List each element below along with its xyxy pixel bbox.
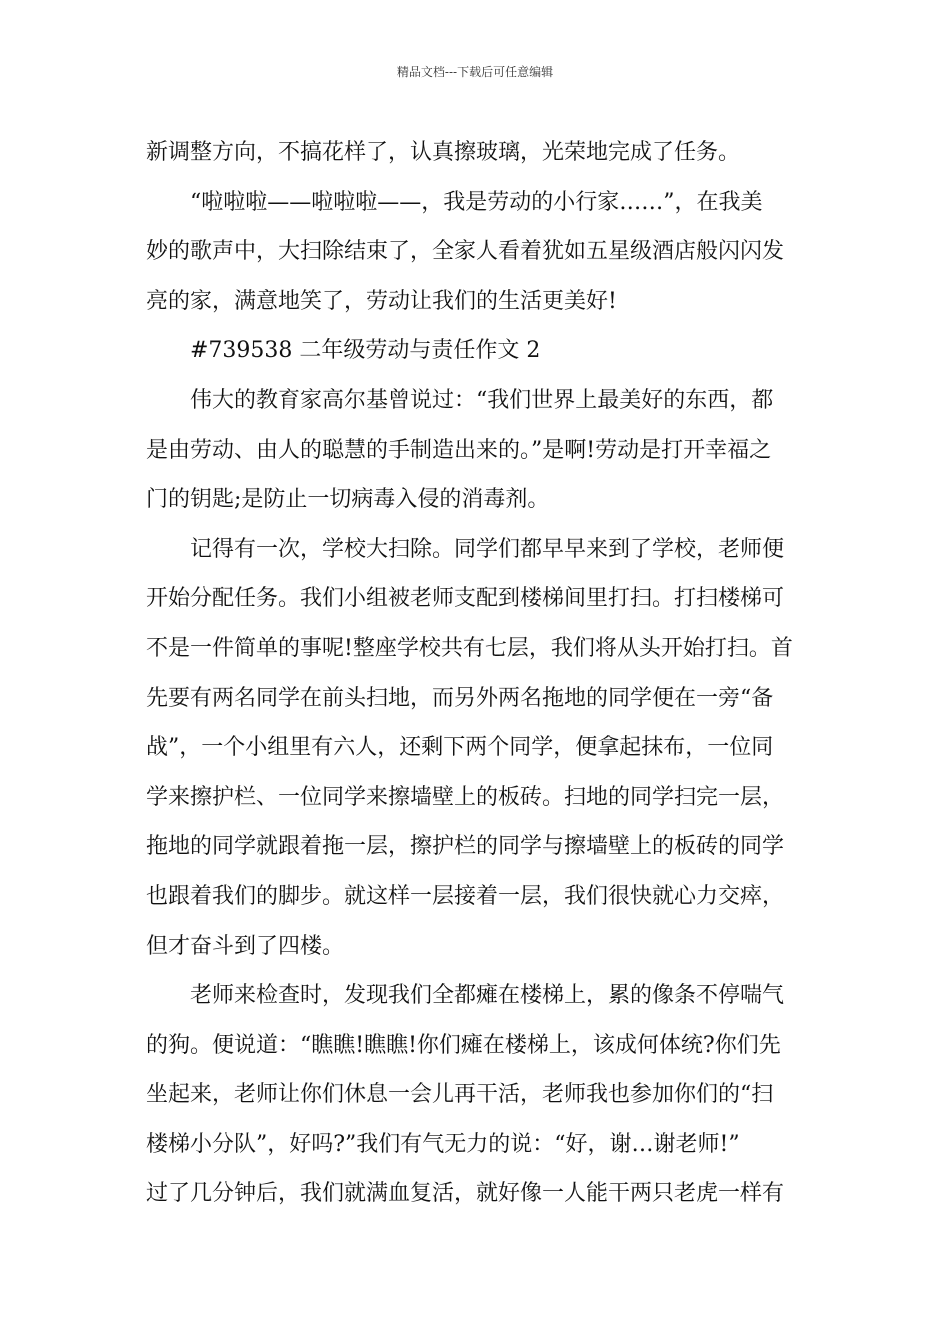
text-line: 开始分配任务。我们小组被老师支配到楼梯间里打扫。打扫楼梯可	[146, 586, 785, 612]
paragraph	[146, 178, 806, 327]
text-line: #739538 二年级劳动与责任作文 2	[190, 338, 541, 364]
text-line: 的狗。便说道：“瞧瞧!瞧瞧!你们瘫在楼梯上，该成何体统?你们先	[146, 1032, 781, 1058]
text-line: 伟大的教育家高尔基曾说过：“我们世界上最美好的东西，都	[190, 387, 774, 413]
text-line: 坐起来，老师让你们休息一会儿再干活，老师我也参加你们的“扫	[146, 1082, 774, 1108]
paragraph	[146, 525, 806, 971]
paragraph	[146, 971, 806, 1219]
paragraph	[146, 376, 806, 525]
text-line: 不是一件简单的事呢!整座学校共有七层，我们将从头开始打扫。首	[146, 635, 793, 661]
text-line: “啦啦啦——啦啦啦——，我是劳动的小行家……”，在我美	[190, 189, 763, 215]
text-line: 先要有两名同学在前头扫地，而另外两名拖地的同学便在一旁“备	[146, 685, 774, 711]
text-line: 楼梯小分队”，好吗?”我们有气无力的说：“好，谢…谢老师!”	[146, 1131, 740, 1157]
document-body	[146, 128, 806, 1219]
text-line: 妙的歌声中，大扫除结束了，全家人看着犹如五星级酒店般闪闪发	[146, 239, 785, 265]
paragraph	[146, 326, 806, 376]
text-line: 是由劳动、由人的聪慧的手制造出来的。”是啊!劳动是打开幸福之	[146, 437, 772, 463]
text-line: 但才奋斗到了四楼。	[146, 933, 345, 959]
text-line: 亮的家，满意地笑了，劳动让我们的生活更美好!	[146, 288, 617, 314]
page-header: 精品文档---下载后可任意编辑	[396, 65, 554, 79]
text-line: 拖地的同学就跟着拖一层，擦护栏的同学与擦墙壁上的板砖的同学	[146, 834, 785, 860]
text-line: 也跟着我们的脚步。就这样一层接着一层，我们很快就心力交瘁，	[146, 883, 785, 909]
text-line: 学来擦护栏、一位同学来擦墙壁上的板砖。扫地的同学扫完一层，	[146, 784, 785, 810]
text-line: 战”，一个小组里有六人，还剩下两个同学，便拿起抹布，一位同	[146, 735, 774, 761]
text-line: 老师来检查时，发现我们全都瘫在楼梯上，累的像条不停喘气	[190, 983, 785, 1009]
text-line: 记得有一次，学校大扫除。同学们都早早来到了学校，老师便	[190, 536, 785, 562]
text-line: 新调整方向，不搞花样了，认真擦玻璃，光荣地完成了任务。	[146, 140, 741, 165]
text-line: 过了几分钟后，我们就满血复活，就好像一人能干两只老虎一样有	[146, 1181, 785, 1207]
text-line: 门的钥匙;是防止一切病毒入侵的消毒剂。	[146, 487, 550, 513]
paragraph	[146, 128, 806, 178]
